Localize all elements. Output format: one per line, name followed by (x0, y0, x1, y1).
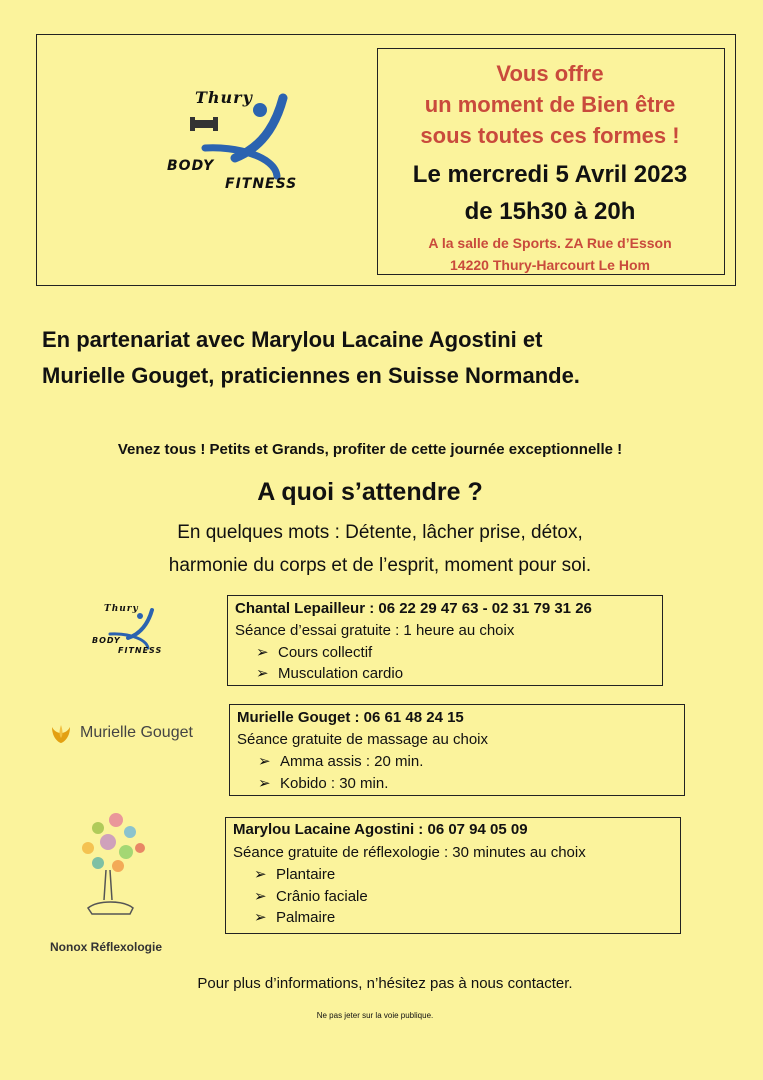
body-fitness-small-logo (90, 604, 170, 660)
logo-body-text: BODY (167, 158, 215, 174)
list-item-label: Musculation cardio (278, 665, 404, 682)
expect-title: A quoi s’attendre ? (257, 478, 483, 506)
list-item (254, 908, 335, 926)
contact-description: Séance gratuite de massage au choix (237, 731, 488, 748)
offer-line-1: Vous offre (496, 61, 604, 86)
tree-hand-icon (68, 808, 158, 923)
arrow-bullet-icon: ➢ (258, 775, 271, 792)
arrow-bullet-icon: ➢ (254, 909, 267, 926)
contact-description: Séance d’essai gratuite : 1 heure au choix (235, 622, 515, 639)
list-item (258, 774, 388, 792)
list-item (258, 752, 423, 770)
small-logo-thury: Thury (104, 604, 139, 614)
list-item-label: Kobido : 30 min. (280, 775, 389, 792)
contact-name-phone: Murielle Gouget : 06 61 48 24 15 (237, 709, 464, 726)
nonox-logo-text: Nonox Réflexologie (50, 940, 163, 954)
partnership-line-1: En partenariat avec Marylou Lacaine Agostini et (42, 327, 543, 352)
logo-thury-text: Thury (195, 88, 253, 107)
contact-name-phone: Marylou Lacaine Agostini : 06 07 94 05 09 (233, 821, 528, 838)
contact-description: Séance gratuite de réflexologie : 30 minutes au choix (233, 844, 586, 861)
murielle-logo-text: Murielle Gouget (80, 724, 193, 741)
event-location (380, 232, 720, 276)
event-date: Le mercredi 5 Avril 2023 (412, 161, 688, 188)
offer-line-3: sous toutes ces formes ! (420, 123, 680, 148)
offer-line-2: un moment de Bien être (424, 92, 676, 117)
list-item (254, 887, 368, 905)
contact-footer-text: Pour plus d’informations, n’hésitez pas à nous contacter. (197, 975, 573, 992)
event-time: de 15h30 à 20h (464, 198, 636, 225)
location-line-1: A la salle de Sports. ZA Rue d’Esson (428, 235, 672, 251)
small-logo-fitness: FITNESS (118, 646, 163, 655)
lotus-icon (50, 723, 72, 745)
invite-text: Venez tous ! Petits et Grands, profiter de cette journée exceptionnelle ! (117, 441, 623, 458)
arrow-bullet-icon: ➢ (258, 753, 271, 770)
nonox-tree-logo (68, 808, 158, 923)
list-item-label: Plantaire (276, 866, 336, 883)
disclaimer-text: Ne pas jeter sur la voie publique. (316, 1011, 434, 1020)
list-item-label: Cours collectif (278, 644, 373, 661)
arrow-bullet-icon: ➢ (256, 644, 269, 661)
list-item-label: Palmaire (276, 909, 336, 926)
list-item (256, 664, 403, 682)
arrow-bullet-icon: ➢ (256, 665, 269, 682)
arrow-bullet-icon: ➢ (254, 888, 267, 905)
offer-text (380, 58, 720, 151)
list-item-label: Amma assis : 20 min. (280, 753, 424, 770)
contact-card-chantal (227, 595, 663, 686)
contact-name-phone: Chantal Lepailleur : 06 22 29 47 63 - 02 31 79 31 26 (235, 600, 592, 617)
list-item (254, 865, 335, 883)
expect-line-1: En quelques mots : Détente, lâcher prise, détox, (177, 522, 583, 543)
partnership-text (42, 322, 742, 394)
small-logo-body: BODY (92, 636, 121, 645)
expect-description (30, 516, 730, 582)
list-item-label: Crânio faciale (276, 888, 368, 905)
body-fitness-logo (165, 88, 305, 198)
expect-line-2: harmonie du corps et de l’esprit, moment pour soi. (168, 555, 592, 576)
contact-card-marylou (225, 817, 681, 934)
contact-card-murielle (229, 704, 685, 796)
logo-fitness-text: FITNESS (225, 176, 298, 192)
partnership-line-2: Murielle Gouget, praticiennes en Suisse Normande. (42, 363, 580, 388)
arrow-bullet-icon: ➢ (254, 866, 267, 883)
location-line-2: 14220 Thury-Harcourt Le Hom (450, 257, 650, 273)
list-item (256, 643, 372, 661)
murielle-gouget-logo (50, 720, 220, 750)
